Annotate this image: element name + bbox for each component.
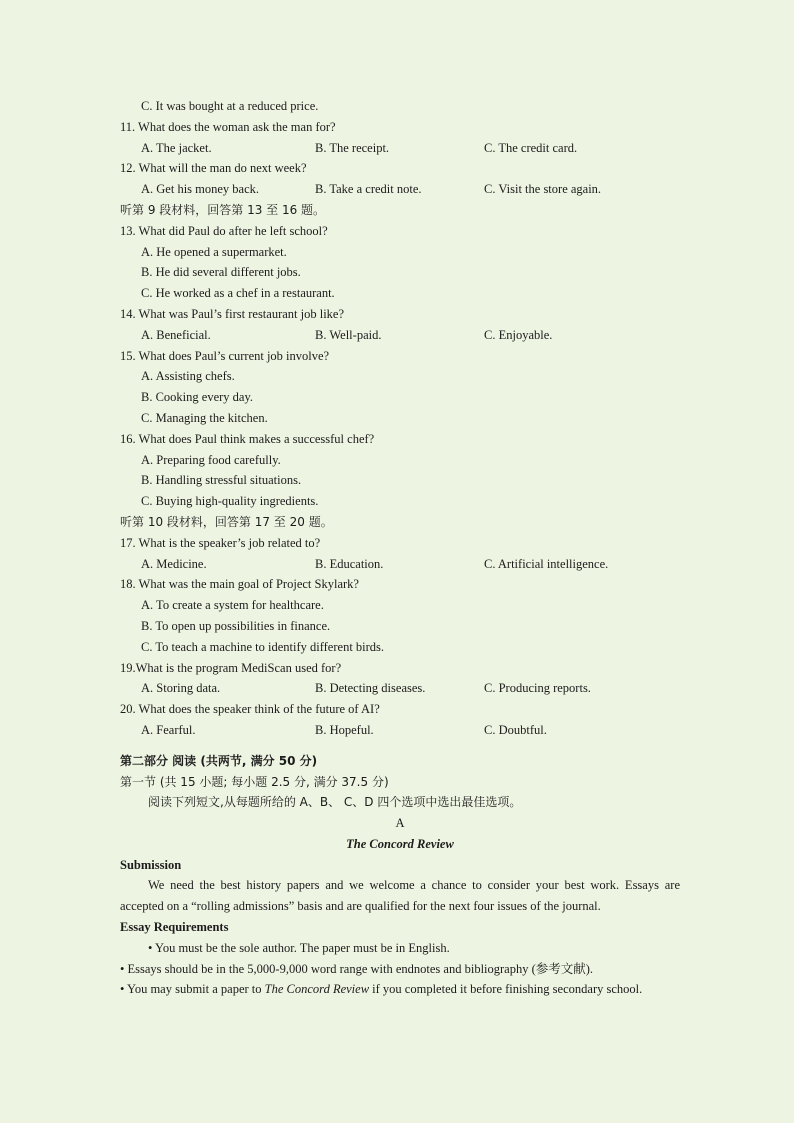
q19-options: [120, 678, 680, 699]
q12-question: 12. What will the man do next week?: [120, 161, 307, 176]
q14-question: 14. What was Paul’s first restaurant job like?: [120, 306, 345, 321]
q20-option-a: A. Fearful.: [141, 722, 196, 737]
submission-heading: Submission: [120, 857, 182, 872]
q12-options: [120, 179, 680, 200]
exam-page: [120, 96, 680, 1000]
requirement-bullet-3: [120, 979, 680, 1000]
q20-option-c: C. Doubtful.: [484, 722, 547, 737]
q13-option-c: C. He worked as a chef in a restaurant.: [141, 286, 335, 301]
q18-option-a: A. To create a system for healthcare.: [141, 598, 324, 613]
q13-option-b: B. He did several different jobs.: [141, 265, 301, 280]
q16-option-b: B. Handling stressful situations.: [141, 473, 302, 488]
q17-option-a: A. Medicine.: [141, 556, 207, 571]
bullet-3-text-start: • You may submit a paper to: [120, 982, 265, 997]
q18-question: 18. What was the main goal of Project Skylark?: [120, 577, 359, 592]
q11-option-b: B. The receipt.: [315, 140, 390, 155]
section-10-instruction: 听第 10 段材料，回答第 17 至 20 题。: [120, 514, 333, 529]
q19-question: 19.What is the program MediScan used for?: [120, 660, 342, 675]
q16-option-a: A. Preparing food carefully.: [141, 452, 281, 467]
q17-option-b: B. Education.: [315, 556, 384, 571]
journal-name: The Concord Review: [264, 982, 370, 997]
q13-option-a: A. He opened a supermarket.: [141, 244, 287, 259]
q11-option-c: C. The credit card.: [484, 140, 578, 155]
section-1-title: 第一节 (共 15 小题; 每小题 2.5 分, 满分 37.5 分): [120, 774, 389, 789]
q12-option-b: B. Take a credit note.: [315, 182, 422, 197]
requirement-bullet-1: • You must be the sole author. The paper must be in English.: [148, 940, 450, 955]
q19-option-b: B. Detecting diseases.: [315, 681, 426, 696]
submission-paragraph: We need the best history papers and we welcome a chance to consider your best work. Essays are accepted on a “rolling admissions” basis and are qualified for the next four issues of the journal.: [120, 878, 680, 914]
q18-option-c: C. To teach a machine to identify different birds.: [141, 639, 385, 654]
passage-letter: A: [395, 816, 405, 831]
q14-option-a: A. Beneficial.: [141, 327, 211, 342]
q12-option-a: A. Get his money back.: [141, 182, 260, 197]
requirements-heading: Essay Requirements: [120, 920, 229, 935]
q20-option-b: B. Hopeful.: [315, 722, 374, 737]
q16-option-c: C. Buying high-quality ingredients.: [141, 494, 319, 509]
q15-question: 15. What does Paul’s current job involve?: [120, 348, 330, 363]
bullet-3-text-end: if you completed it before finishing secondary school.: [369, 982, 643, 997]
q16-question: 16. What does Paul think makes a successful chef?: [120, 431, 375, 446]
q14-options: [120, 325, 680, 346]
q15-option-c: C. Managing the kitchen.: [141, 410, 268, 425]
requirement-bullet-2: • Essays should be in the 5,000-9,000 word range with endnotes and bibliography (参考文献).: [120, 961, 594, 976]
q17-question: 17. What is the speaker’s job related to?: [120, 535, 321, 550]
q14-option-c: C. Enjoyable.: [484, 327, 553, 342]
q19-option-a: A. Storing data.: [141, 681, 221, 696]
q11-options: [120, 138, 680, 159]
q12-option-c: C. Visit the store again.: [484, 182, 602, 197]
q20-options: [120, 720, 680, 741]
q17-option-c: C. Artificial intelligence.: [484, 556, 609, 571]
q11-option-a: A. The jacket.: [141, 140, 212, 155]
q18-option-b: B. To open up possibilities in finance.: [141, 618, 331, 633]
q15-option-a: A. Assisting chefs.: [141, 369, 235, 384]
q13-question: 13. What did Paul do after he left school?: [120, 223, 328, 238]
section-9-instruction: 听第 9 段材料，回答第 13 至 16 题。: [120, 202, 326, 217]
passage-title: The Concord Review: [346, 836, 454, 851]
q17-options: [120, 554, 680, 575]
q10-option-c: C. It was bought at a reduced price.: [141, 99, 319, 113]
q20-question: 20. What does the speaker think of the future of AI?: [120, 702, 380, 717]
q19-option-c: C. Producing reports.: [484, 681, 591, 696]
q15-option-b: B. Cooking every day.: [141, 390, 254, 405]
q11-question: 11. What does the woman ask the man for?: [120, 119, 336, 134]
part-2-title: 第二部分 阅读 (共两节, 满分 50 分): [120, 753, 318, 768]
q14-option-b: B. Well-paid.: [315, 327, 382, 342]
reading-instruction: 阅读下列短文,从每题所给的 A、B、 C、D 四个选项中选出最佳选项。: [148, 795, 522, 810]
